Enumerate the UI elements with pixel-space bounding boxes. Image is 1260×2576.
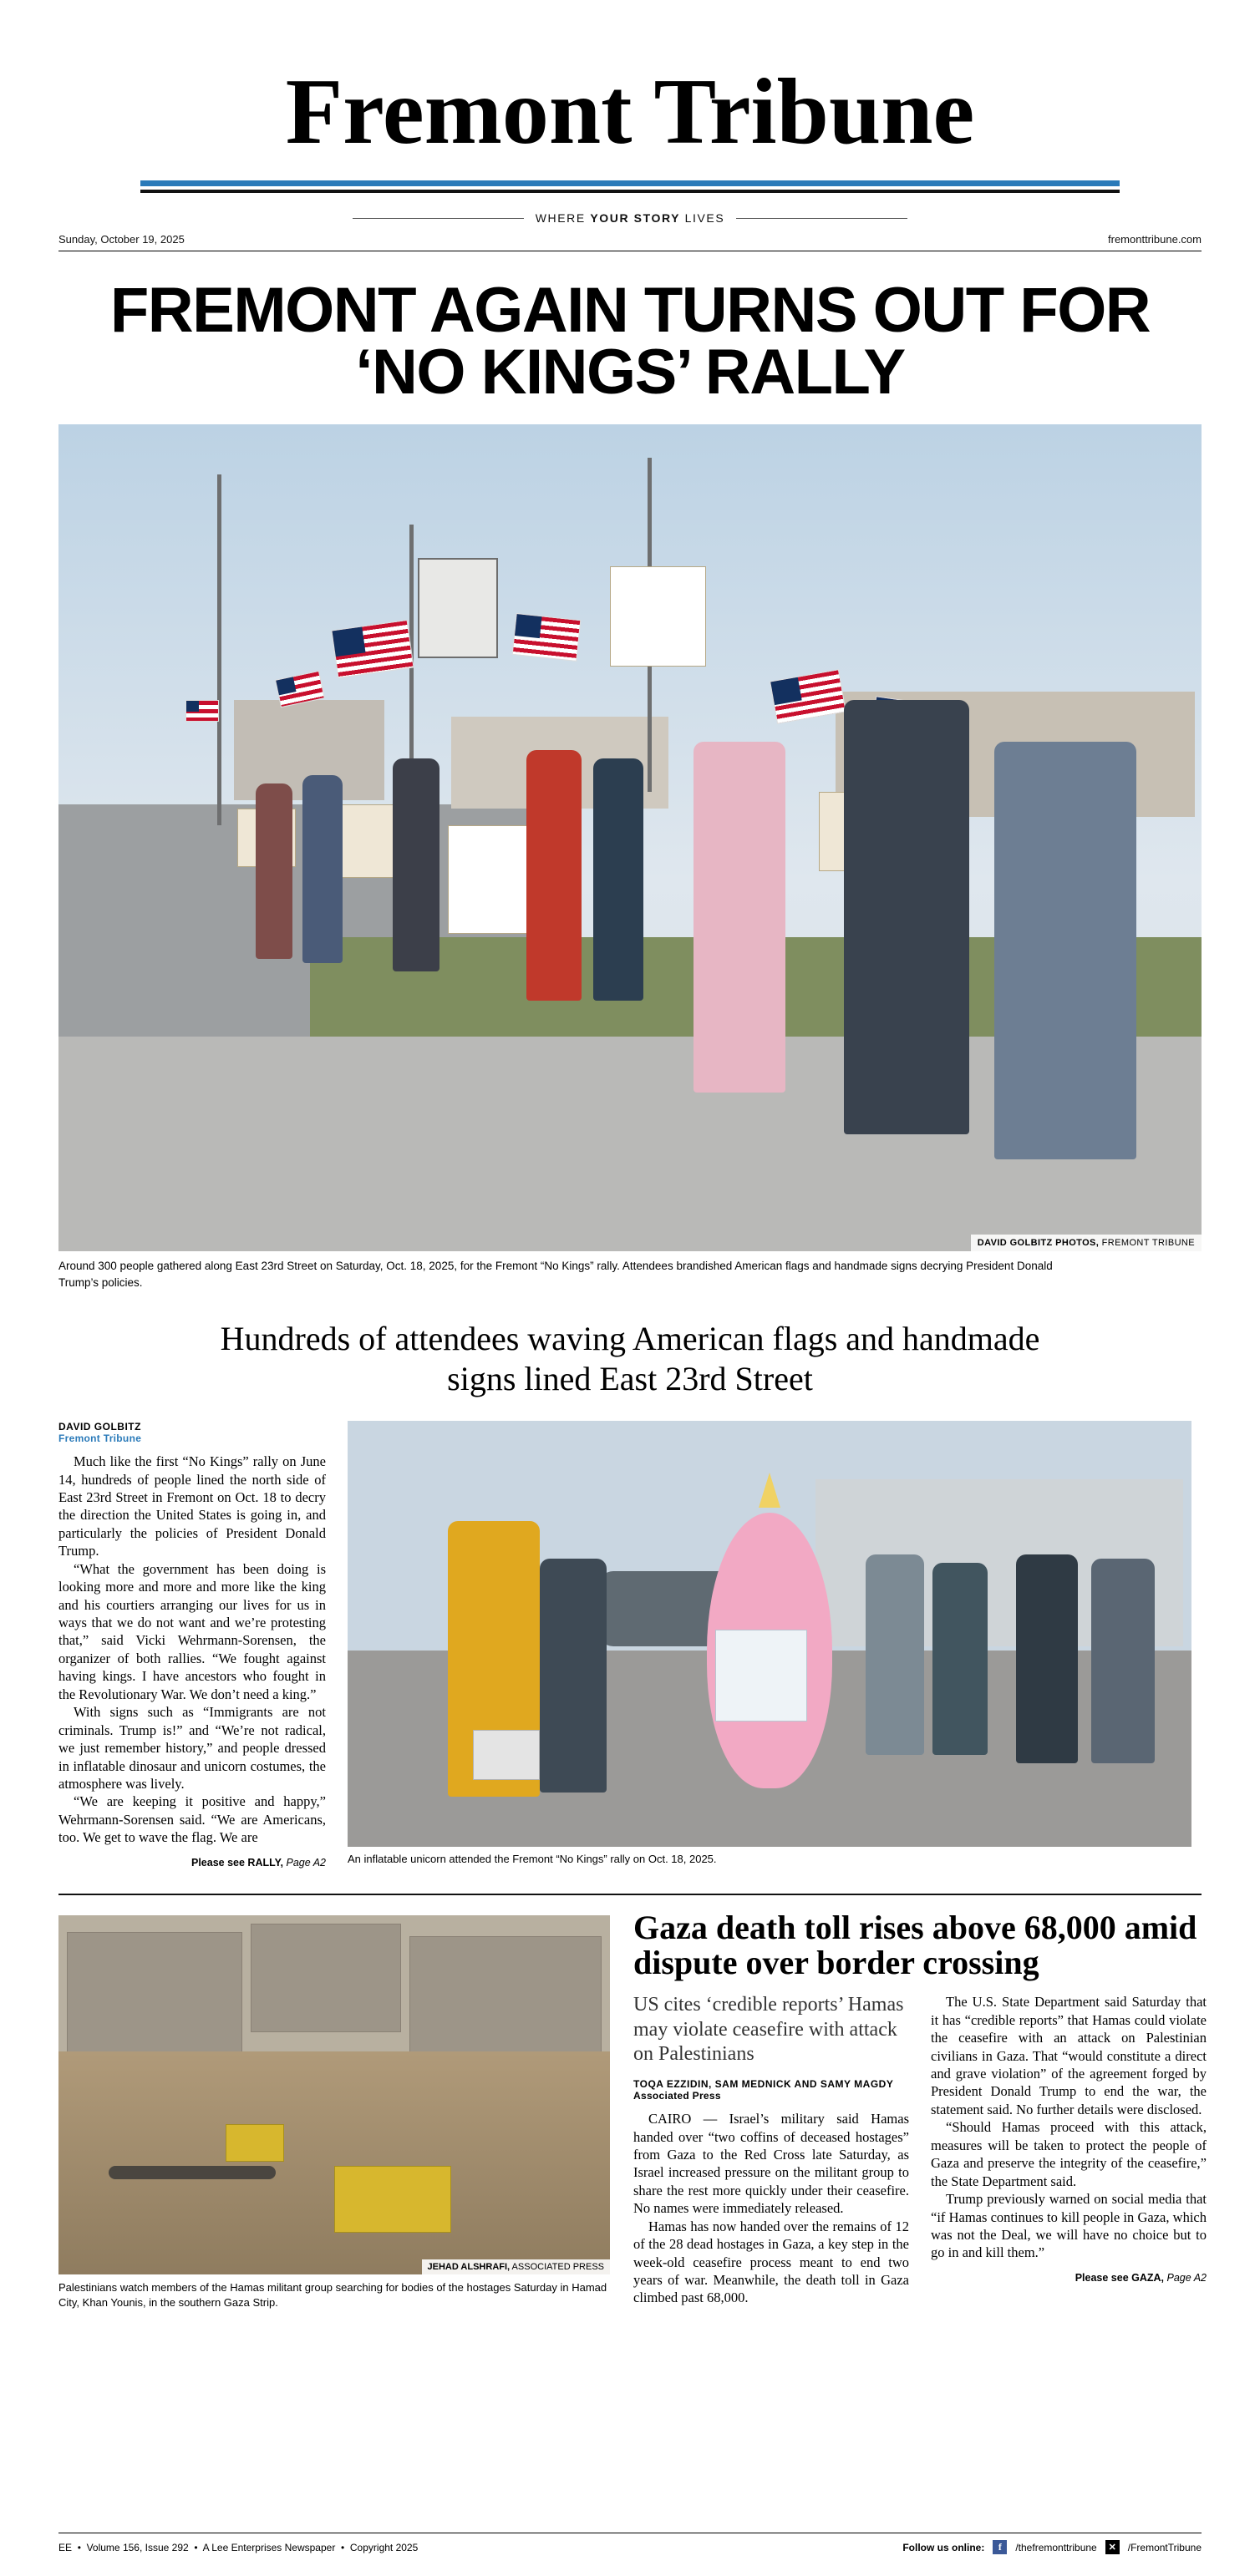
- rally-paragraph-1: Much like the first “No Kings” rally on June 14, hundreds of people lined the north side of East 23rd Street in Fremont on Oct. 18 to decry the direction the United States is going in, and particularly the policies of President Donald Trump.: [58, 1453, 326, 1559]
- gaza-paragraph-1: CAIRO — Israel’s military said Hamas handed over “two coffins of deceased hostages” from Gaza to the Red Cross late Saturday, as Israel increased pressure on the militant group to share the rest more quickly under their ceasefire. No names were immediately released.: [633, 2111, 909, 2217]
- unicorn-horn-icon: [759, 1473, 780, 1508]
- unicorn-sign: [715, 1630, 807, 1722]
- gaza-photo-building-3: [409, 1936, 602, 2057]
- section-divider: [58, 1894, 1202, 1895]
- footer-volume: Volume 156, Issue 292: [86, 2541, 189, 2553]
- page-footer: [58, 2533, 1202, 2554]
- unicorn-photo-person-6: [1091, 1559, 1155, 1763]
- black-rule: [140, 190, 1120, 193]
- photo-flag-6: [185, 700, 219, 722]
- gaza-photo-building-2: [251, 1924, 401, 2032]
- footer-copyright: Copyright 2025: [349, 2541, 419, 2553]
- gaza-story: [58, 1908, 1207, 2310]
- masthead-rules: [58, 180, 1202, 193]
- gaza-byline-name: TOQA EZZIDIN, SAM MEDNICK AND SAMY MAGDY: [633, 2078, 894, 2091]
- rally-paragraph-3: With signs such as “Immigrants are not criminals. Trump is!” and “We’re not radical, we just remember history,” and people dressed in inflatable dinosaur and unicorn costumes, the atmosphere was lively.: [58, 1704, 326, 1792]
- gaza-paragraph-5: Trump previously warned on social media that “if Hamas continues to kill people in Gaza, which was not the Deal, we will have no choice but to go in and kill them.”: [931, 2191, 1207, 2261]
- gaza-headline: Gaza death toll rises above 68,000 amid dispute over border crossing: [633, 1908, 1197, 1982]
- gaza-photo-credit-org: ASSOCIATED PRESS: [510, 2261, 604, 2272]
- facebook-icon[interactable]: f: [993, 2540, 1007, 2554]
- blue-rule: [140, 180, 1120, 186]
- lead-photo-caption: Around 300 people gathered along East 23rd Street on Saturday, Oct. 18, 2025, for the Fremont “No Kings” rally. Attendees brandished American flags and handmade signs decrying President Donald Trump’s policies.: [58, 1259, 1053, 1289]
- footer-sep-2: •: [191, 2541, 201, 2553]
- x-twitter-icon[interactable]: ✕: [1105, 2540, 1120, 2554]
- rally-story: [58, 1421, 1202, 1869]
- tagline-rule-right: [736, 218, 907, 219]
- lead-deck: Hundreds of attendees waving American flags and handmade signs lined East 23rd Street: [220, 1320, 1040, 1398]
- rally-paragraph-4: “We are keeping it positive and happy,” Wehrmann-Sorensen said. “We are Americans, too. We get to wave the flag. We are: [58, 1793, 326, 1846]
- gaza-photo-credit: [422, 2259, 611, 2274]
- gaza-photo: [58, 1915, 610, 2274]
- photo-flag-3: [512, 613, 582, 662]
- gaza-body-col1: [633, 2110, 909, 2307]
- photo-protester-4: [526, 750, 582, 1001]
- photo-protest-sign-3: [610, 566, 706, 667]
- lead-photo: [58, 424, 1202, 1251]
- website-url[interactable]: fremonttribune.com: [1108, 233, 1202, 246]
- gaza-columns: [633, 1993, 1207, 2307]
- lead-photo-credit-name: DAVID GOLBITZ PHOTOS,: [977, 1237, 1100, 1248]
- gaza-paragraph-3: The U.S. State Department said Saturday that it has “credible reports” that Hamas could violate the ceasefire with an attack on Palestinian civilians in Gaza. That “would constitute a direct and grave violation” of the agreement forged by President Donald Trump to end the war, the statement said. No further details were disclosed.: [931, 1994, 1207, 2117]
- footer-sep-3: •: [338, 2541, 348, 2553]
- photo-protester-3: [393, 758, 439, 971]
- rally-jump-line[interactable]: [58, 1857, 326, 1869]
- publication-date: Sunday, October 19, 2025: [58, 233, 185, 246]
- gaza-photo-crowd: [109, 2166, 276, 2179]
- unicorn-photo-caption: An inflatable unicorn attended the Fremont “No Kings” rally on Oct. 18, 2025.: [348, 1853, 717, 1866]
- gaza-jump-page: Page A2: [1164, 2271, 1207, 2284]
- rally-byline-name: DAVID GOLBITZ: [58, 1421, 141, 1433]
- rally-jump-label: Please see RALLY,: [191, 1856, 284, 1869]
- unicorn-photo-person-3: [866, 1554, 924, 1755]
- photo-protester-7: [844, 700, 969, 1134]
- gaza-photo-credit-name: JEHAD ALSHRAFI,: [427, 2261, 511, 2272]
- photo-protester-5: [593, 758, 643, 1001]
- newspaper-title: Fremont Tribune: [285, 60, 975, 164]
- gaza-paragraph-4: “Should Hamas proceed with this attack, measures will be taken to protect the people of Gaza and preserve the integrity of the ceasefire,” the State Department said.: [931, 2119, 1207, 2189]
- tagline-emphasis: YOUR STORY: [590, 211, 681, 225]
- tagline-post: LIVES: [680, 211, 725, 225]
- footer-info: [58, 2542, 418, 2553]
- gaza-column-1: [633, 1993, 909, 2307]
- lead-photo-credit-org: FREMONT TRIBUNE: [1099, 1237, 1195, 1248]
- rally-text-column: [58, 1421, 326, 1869]
- tagline: [536, 211, 725, 225]
- photo-protester-2: [302, 775, 343, 963]
- masthead: [58, 0, 1202, 251]
- footer-sep-1: •: [74, 2541, 84, 2553]
- footer-social: [902, 2540, 1202, 2554]
- unicorn-photo-person-5: [1016, 1554, 1078, 1763]
- gaza-photo-loader: [226, 2124, 284, 2162]
- lead-photo-credit: [971, 1235, 1202, 1251]
- rally-byline-org: Fremont Tribune: [58, 1433, 142, 1445]
- facebook-handle[interactable]: /thefremonttribune: [1015, 2541, 1097, 2553]
- gaza-photo-building-1: [67, 1932, 242, 2057]
- dateline-row: [58, 233, 1202, 251]
- gaza-byline-org: Associated Press: [633, 2090, 721, 2102]
- unicorn-photo-person-4: [932, 1563, 988, 1755]
- gaza-jump-label: Please see GAZA,: [1075, 2271, 1165, 2284]
- rally-jump-page: Page A2: [283, 1856, 326, 1869]
- photo-protester-1: [256, 783, 292, 959]
- rally-body: [58, 1453, 326, 1847]
- gaza-photo-rubble: [58, 2051, 610, 2274]
- gaza-jump-line[interactable]: [931, 2272, 1207, 2284]
- unicorn-photo: [348, 1421, 1191, 1847]
- tagline-row: [58, 211, 1202, 225]
- gaza-photo-excavator: [334, 2166, 451, 2233]
- unicorn-photo-cooler: [473, 1730, 540, 1780]
- photo-street-sign: [418, 558, 498, 658]
- lead-headline: FREMONT AGAIN TURNS OUT FOR ‘NO KINGS’ RALLY: [109, 275, 1151, 408]
- tagline-pre: WHERE: [535, 211, 591, 225]
- photo-utility-pole-1: [217, 474, 221, 825]
- gaza-photo-column: [58, 1915, 610, 2310]
- photo-protester-8: [994, 742, 1136, 1159]
- follow-label: Follow us online:: [902, 2541, 985, 2553]
- photo-protester-6: [694, 742, 785, 1093]
- footer-owner: A Lee Enterprises Newspaper: [202, 2541, 336, 2553]
- gaza-body-col2: [931, 1993, 1207, 2262]
- gaza-photo-caption: Palestinians watch members of the Hamas militant group searching for bodies of the hostages Saturday in Hamad City, Khan Younis, in the southern Gaza Strip.: [58, 2280, 607, 2309]
- gaza-text-column: [633, 1908, 1207, 2307]
- footer-edition: EE: [58, 2541, 73, 2553]
- rally-photo-column: [348, 1421, 1191, 1865]
- x-handle[interactable]: /FremontTribune: [1127, 2541, 1202, 2553]
- gaza-paragraph-2: Hamas has now handed over the remains of 12 of the 28 dead hostages in Gaza, a key step in the week-old ceasefire process meant to end two years of war. Meanwhile, the death toll in Gaza climbed past 68,000.: [633, 2218, 909, 2306]
- gaza-column-2: [931, 1993, 1207, 2307]
- tagline-rule-left: [353, 218, 524, 219]
- gaza-subhead: US cites ‘credible reports’ Hamas may violate ceasefire with attack on Palestinians: [633, 1994, 904, 2065]
- rally-paragraph-2: “What the government has been doing is looking more and more and more like the king and his courtiers arranging our lives for us in ways that we do not want and we’re protesting that,” said Vicki Wehrmann-Sorensen, the organizer of both rallies. “We fought against having kings. I have ancestors who fought in the Revolutionary War. We don’t need a king.”: [58, 1560, 326, 1702]
- unicorn-photo-person-2: [540, 1559, 607, 1793]
